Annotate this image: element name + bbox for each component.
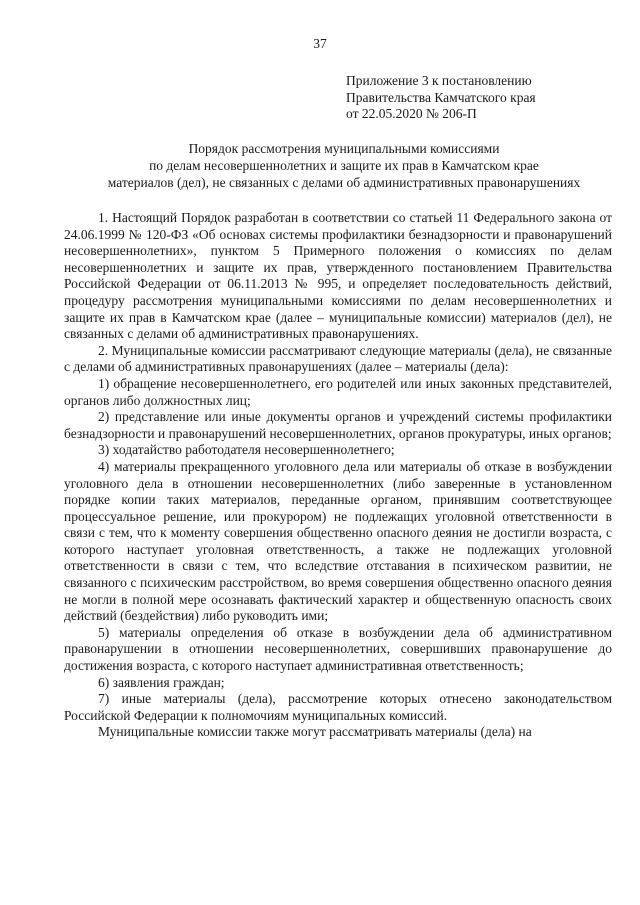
list-item-5: 5) материалы определения об отказе в возбуждении дела об административном правонарушении в отношении несовершеннолетних, совершивших правонарушение до достижения возраста, с которого наступает административная ответственность; [64, 624, 612, 674]
list-item-7: 7) иные материалы (дела), рассмотрение которых отнесено законодательством Российской Федерации к полномочиям муниципальных комиссий. [64, 691, 612, 723]
list-item-3: 3) ходатайство работодателя несовершеннолетнего; [98, 442, 395, 458]
title-line-1: Порядок рассмотрения муниципальными комиссиями [188, 141, 500, 156]
appendix-header [346, 73, 616, 123]
title-line-2: по делам несовершеннолетних и защите их прав в Камчатском крае [149, 157, 539, 173]
appendix-line-3: от 22.05.2020 № 206-П [346, 106, 477, 121]
paragraph-1: 1. Настоящий Порядок разработан в соответствии со статьей 11 Федерального закона от 24.06.1999 № 120-ФЗ «Об основах системы профилактики безнадзорности и правонарушений несовершеннолетних», пунктом 5 Примерного положения о комиссиях по делам несовершеннолетних и защите их прав, утвержденного постановлением Правительства Российской Федерации от 06.11.2013 № 995, и определяет последовательность действий, процедуру рассмотрения муниципальными комиссиями по делам несовершеннолетних и защите их прав в Камчатском крае (далее – муниципальные комиссии) материалов (дел), не связанных с делами об административных правонарушениях. [64, 210, 612, 342]
paragraph-3: Муниципальные комиссии также могут рассматривать материалы (дела) на [98, 724, 532, 740]
title-line-3: материалов (дел), не связанных с делами об административных правонарушениях [107, 174, 581, 190]
appendix-line-2: Правительства Камчатского края [346, 89, 536, 105]
list-item-2: 2) представление или иные документы органов и учреждений системы профилактики безнадзорности и правонарушений несовершеннолетних, органов прокуратуры, иных органов; [64, 409, 612, 441]
list-item-6: 6) заявления граждан; [98, 674, 225, 690]
document-body [64, 210, 612, 741]
appendix-line-1: Приложение 3 к постановлению [346, 73, 532, 88]
list-item-1: 1) обращение несовершеннолетнего, его родителей или иных законных представителей, органов либо должностных лиц; [64, 375, 612, 408]
list-item-4: 4) материалы прекращенного уголовного дела или материалы об отказе в возбуждении уголовного дела в отношении несовершеннолетних (либо заверенные в установленном порядке копии таких материалов, переданные органом, принявшим соответствующее процессуальное решение, или прокурором) не подлежащих уголовной ответственности в связи с тем, что к моменту совершения общественно опасного деяния не достигли возраста, с которого наступает уголовная ответственность, а также не подлежащих уголовной ответственности в связи с тем, что вследствие отставания в психическом развитии, не связанного с психическим расстройством, во время совершения общественно опасного деяния не могли в полной мере осознавать фактический характер и общественную опасность своих действий (бездействия) либо руководить ими; [64, 458, 612, 624]
paragraph-2: 2. Муниципальные комиссии рассматривают следующие материалы (дела), не связанные с делами об административных правонарушениях (далее – материалы (дела): [64, 342, 612, 375]
page-number: 37 [313, 36, 327, 51]
document-title [30, 141, 640, 191]
